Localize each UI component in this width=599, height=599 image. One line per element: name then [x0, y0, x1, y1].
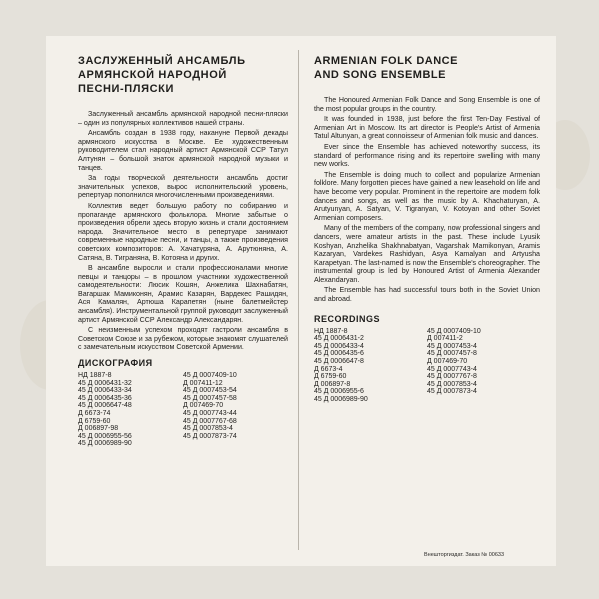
catalog-entry: 45 Д 0007409-10: [427, 327, 481, 335]
paragraph: It was founded in 1938, just before the first Ten-Day Festival of Armenian Art in Moscow. Its art director is People's Artist of Armenia Tatul Altunyan, a great connoisseur of Armenian folk music and dances.: [314, 115, 540, 141]
discography-list: [78, 372, 288, 448]
paragraph: Коллектив ведет большую работу по собиранию и пропаганде армянского фольклора. Многие забытые о произведения обрели здесь вторую жизнь и стали достоянием народа. Значительное место в репертуаре занимают современные народные песни, и танцы, а также произведения советских композиторов: А. Хачатуряна, А. Арутюняна, А. Сатяна, В. Тиграняна, В. Котояна и других.: [78, 201, 288, 262]
catalog-entry: Д 006897-98: [78, 425, 119, 433]
recordings-list: [314, 328, 540, 404]
title-line: ARMENIAN FOLK DANCE: [314, 55, 458, 67]
english-title: [314, 54, 540, 82]
catalog-entry: 45 Д 0006433-34: [78, 387, 132, 395]
paragraph: The Ensemble has had successful tours both in the Soviet Union and abroad.: [314, 286, 540, 304]
catalog-entry: 45 Д 0006989-90: [314, 396, 368, 403]
paragraph: Ever since the Ensemble has achieved noteworthy success, its standard of performance rising and its repertoire swelling with many new works.: [314, 142, 540, 169]
paragraph: The Ensemble is doing much to collect and popularize Armenian folklore. Many forgotten pieces have gained a new leasehold on life and have become very popular. Prominent in the repertoire are modern folk dances and songs, as well as the music by A. Khachaturyan, A. Arutyunyan, A. Satyan, V. Tigranyan, V. Kotoyan and other Soviet Armenian composers.: [314, 170, 540, 222]
catalog-entry: 45 Д 0007873-4: [427, 388, 477, 396]
catalog-entry: Д 007469-70: [183, 402, 224, 410]
catalog-entry: 45 Д 0007743-4: [427, 365, 477, 373]
russian-column: [78, 54, 288, 448]
catalog-entry: 45 Д 0006647-8: [314, 358, 364, 366]
catalog-entry: 45 Д 0006433-4: [314, 342, 364, 350]
discography-col-1: [78, 372, 183, 448]
title-line: ЗАСЛУЖЕННЫЙ АНСАМБЛЬ: [78, 55, 246, 67]
catalog-entry: Д 007469-70: [427, 358, 468, 366]
catalog-entry: 45 Д 0007853-4: [427, 380, 477, 388]
catalog-entry: Д 007411-2: [427, 335, 463, 343]
column-divider: [298, 50, 299, 550]
catalog-entry: 45 Д 0007873-74: [183, 432, 237, 440]
english-column: [314, 54, 540, 404]
paragraph: С неизменным успехом проходят гастроли ансамбля в Советском Союзе и за рубежом, которые знакомят слушателей с замечательным искусством Советской Армении.: [78, 326, 288, 352]
recordings-col-1: [314, 328, 427, 404]
catalog-entry: 45 Д 0006431-32: [78, 379, 132, 387]
title-line: AND SONG ENSEMBLE: [314, 69, 446, 81]
paragraph: Ансамбль создан в 1938 году, накануне Первой декады армянского искусства в Москве. Ее художественным руководителем стал народный артист Армянской ССР Татул Алтунян – большой знаток армянской народной музыки и танцев.: [78, 129, 288, 172]
catalog-entry: 45 Д 0007453-54: [183, 387, 237, 395]
catalog-entry: Д 006897-8: [314, 380, 351, 388]
catalog-entry: 45 Д 0007853-4: [183, 425, 233, 433]
russian-title: [78, 54, 288, 96]
catalog-entry: 45 Д 0006955-6: [314, 388, 364, 396]
catalog-entry: 45 Д 0007457-8: [427, 350, 477, 358]
catalog-entry: Д 6759-60: [314, 373, 347, 381]
paragraph: Many of the members of the company, now professional singers and dancers, were amateur artists in the past. These include Lyusik Koshyan, Anzhelika Shakhnabatyan, Vagarshak Mamikonyan, Aramis Kazaryan, Vardekes Rashidyan, Asya Kamalyan and Artyusha Karapetyan. The last-named is now the Ensemble's choreographer. The instrumental group is led by Honoured Artist of Armenia Alexander Alexandaryan.: [314, 224, 540, 284]
discography-col-2: [183, 372, 288, 448]
discography-title: ДИСКОГРАФИЯ: [78, 358, 153, 369]
catalog-entry: 45 Д 0006435-6: [314, 350, 364, 358]
catalog-entry: 45 Д 0006647-48: [78, 402, 132, 410]
recordings-col-2: [427, 328, 540, 404]
paragraph: Заслуженный ансамбль армянской народной песни-пляски – один из популярных коллективов нашей страны.: [78, 110, 288, 127]
catalog-entry: 45 Д 0007409-10: [183, 372, 237, 380]
catalog-entry: НД 1887-8: [314, 327, 348, 335]
paragraph: За годы творческой деятельности ансамбль достиг значительных успехов, вырос исполнительский уровень, репертуар пополнился многочисленными произведениями.: [78, 174, 288, 200]
catalog-entry: 45 Д 0007767-8: [427, 373, 477, 381]
paragraph: The Honoured Armenian Folk Dance and Song Ensemble is one of the most popular groups in the country.: [314, 96, 540, 113]
catalog-entry: 45 Д 0006435-36: [78, 394, 132, 402]
title-line: АРМЯНСКОЙ НАРОДНОЙ: [78, 69, 227, 81]
catalog-entry: 45 Д 0007457-58: [183, 394, 237, 402]
title-line: ПЕСНИ-ПЛЯСКИ: [78, 83, 174, 95]
catalog-entry: Д 6759-60: [78, 417, 111, 425]
publisher-footer: Внешторгиздат. Заказ № 00633: [424, 552, 505, 558]
catalog-entry: 45 Д 0007453-4: [427, 342, 477, 350]
catalog-entry: Д 007411-12: [183, 379, 223, 387]
catalog-entry: 45 Д 0006989-90: [78, 440, 132, 448]
catalog-entry: 45 Д 0007743-44: [183, 410, 237, 417]
catalog-entry: НД 1887-8: [78, 372, 112, 380]
catalog-entry: 45 Д 0006955-56: [78, 432, 132, 440]
recordings-title: RECORDINGS: [314, 313, 381, 324]
catalog-entry: 45 Д 0007767-68: [183, 417, 237, 425]
catalog-entry: 45 Д 0006431-2: [314, 335, 364, 343]
paragraph: В ансамбле выросли и стали профессионалами многие певцы и танцоры – в прошлом участники художественной самодеятельности: Люсик Кошян, Анжелика Шахнабатян, Вагаршак Мамиконян, Арамис Казарян, Вардекес Рашидян, Ася Камалян, Артюша Карапетян (ныне балетмейстер ансамбля). Инструментальной группой руководит заслуженный артист Армянской ССР Александр Александарян.: [78, 264, 288, 324]
catalog-entry: Д 6673-74: [78, 410, 111, 417]
catalog-entry: Д 6673-4: [314, 365, 343, 373]
